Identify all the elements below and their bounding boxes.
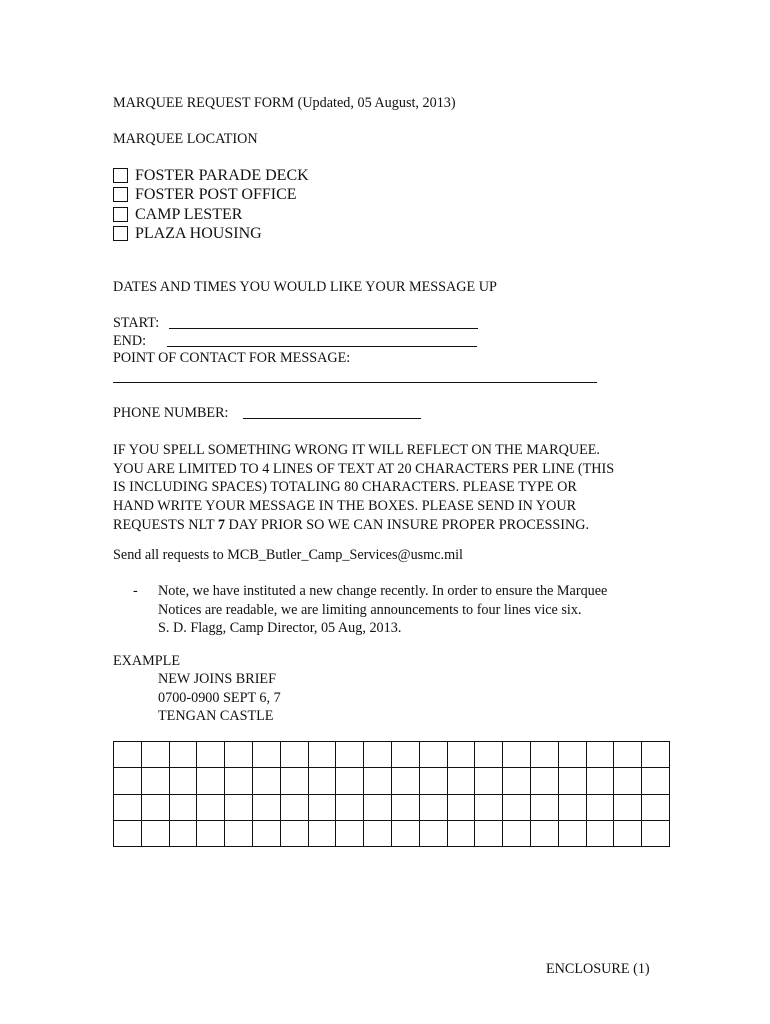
grid-cell[interactable] [614,742,642,768]
grid-cell[interactable] [225,768,253,794]
checkbox[interactable] [113,207,128,222]
grid-cell[interactable] [197,742,225,768]
grid-cell[interactable] [252,742,280,768]
start-input-line[interactable] [169,328,478,329]
grid-cell[interactable] [114,742,142,768]
grid-cell[interactable] [336,820,364,846]
grid-row [114,820,670,846]
grid-cell[interactable] [364,742,392,768]
instructions-line: IF YOU SPELL SOMETHING WRONG IT WILL REFLECT ON THE MARQUEE. [113,442,600,458]
grid-cell[interactable] [280,768,308,794]
grid-cell[interactable] [614,768,642,794]
grid-row [114,768,670,794]
grid-cell[interactable] [642,742,670,768]
instructions-text: DAY PRIOR SO WE CAN INSURE PROPER PROCESSING. [224,516,590,533]
grid-cell[interactable] [558,820,586,846]
grid-cell[interactable] [336,768,364,794]
grid-cell[interactable] [391,768,419,794]
location-label: CAMP LESTER [135,205,243,223]
grid-cell[interactable] [530,742,558,768]
grid-row [114,794,670,820]
grid-cell[interactable] [475,820,503,846]
instructions-line: IS INCLUDING SPACES) TOTALING 80 CHARACTERS. PLEASE TYPE OR [113,479,577,496]
location-option-camp-lester[interactable] [113,205,309,224]
location-heading: MARQUEE LOCATION [113,131,258,147]
grid-cell[interactable] [530,820,558,846]
grid-cell[interactable] [336,794,364,820]
example-heading: EXAMPLE [113,653,180,669]
grid-cell[interactable] [141,820,169,846]
grid-cell[interactable] [114,820,142,846]
grid-cell[interactable] [447,794,475,820]
poc-input-line[interactable] [113,382,597,383]
note-dash: - [133,583,138,599]
grid-cell[interactable] [308,768,336,794]
grid-cell[interactable] [141,742,169,768]
grid-cell[interactable] [225,794,253,820]
location-label: PLAZA HOUSING [135,225,262,243]
example-line: NEW JOINS BRIEF [158,671,276,687]
grid-cell[interactable] [391,820,419,846]
grid-cell[interactable] [642,820,670,846]
grid-cell[interactable] [586,768,614,794]
director-note [133,582,607,638]
grid-cell[interactable] [308,820,336,846]
grid-cell[interactable] [642,794,670,820]
grid-cell[interactable] [642,768,670,794]
instructions-line [113,516,673,535]
grid-cell[interactable] [197,820,225,846]
end-input-line[interactable] [167,346,477,347]
grid-cell[interactable] [586,820,614,846]
instructions-text: REQUESTS NLT [113,516,218,533]
message-character-grid [113,741,670,847]
send-to-line: Send all requests to MCB_Butler_Camp_Services@usmc.mil [113,547,463,563]
grid-cell[interactable] [336,742,364,768]
grid-cell[interactable] [197,768,225,794]
grid-cell[interactable] [419,820,447,846]
grid-cell[interactable] [503,794,531,820]
note-line: Notices are readable, we are limiting announcements to four lines vice six. [158,601,582,618]
grid-cell[interactable] [225,742,253,768]
grid-cell[interactable] [252,768,280,794]
grid-cell[interactable] [308,742,336,768]
note-line: S. D. Flagg, Camp Director, 05 Aug, 2013. [158,620,402,636]
instructions-paragraph [113,441,673,535]
example-message [158,670,281,726]
grid-cell[interactable] [280,742,308,768]
grid-cell[interactable] [503,768,531,794]
grid-cell[interactable] [503,742,531,768]
grid-cell[interactable] [447,820,475,846]
grid-cell[interactable] [114,768,142,794]
grid-cell[interactable] [169,768,197,794]
grid-cell[interactable] [225,820,253,846]
grid-cell[interactable] [419,768,447,794]
grid-cell[interactable] [252,794,280,820]
grid-cell[interactable] [447,742,475,768]
grid-cell[interactable] [141,794,169,820]
grid-cell[interactable] [558,794,586,820]
example-line: TENGAN CASTLE [158,708,274,724]
grid-cell[interactable] [364,794,392,820]
grid-cell[interactable] [558,768,586,794]
grid-cell[interactable] [169,794,197,820]
note-line: Note, we have instituted a new change recently. In order to ensure the Marquee [158,583,608,599]
grid-cell[interactable] [586,794,614,820]
grid-cell[interactable] [252,820,280,846]
grid-cell[interactable] [169,742,197,768]
grid-cell[interactable] [141,768,169,794]
grid-cell[interactable] [475,742,503,768]
instructions-line: YOU ARE LIMITED TO 4 LINES OF TEXT AT 20 CHARACTERS PER LINE (THIS [113,460,615,477]
phone-label: PHONE NUMBER: [113,405,229,421]
grid-cell[interactable] [530,768,558,794]
days-number: 7 [217,516,225,533]
poc-label: POINT OF CONTACT FOR MESSAGE: [113,350,351,366]
grid-cell[interactable] [280,820,308,846]
grid-cell[interactable] [364,768,392,794]
grid-cell[interactable] [114,794,142,820]
grid-cell[interactable] [530,794,558,820]
grid-cell[interactable] [169,820,197,846]
grid-cell[interactable] [197,794,225,820]
grid-cell[interactable] [475,794,503,820]
grid-cell[interactable] [364,820,392,846]
checkbox[interactable] [113,187,128,202]
phone-input-line[interactable] [243,418,421,419]
instructions-line: HAND WRITE YOUR MESSAGE IN THE BOXES. PLEASE SEND IN YOUR [113,498,577,515]
form-title: MARQUEE REQUEST FORM (Updated, 05 August, 2013) [113,95,456,111]
grid-cell[interactable] [558,742,586,768]
grid-cell[interactable] [586,742,614,768]
grid-cell[interactable] [614,794,642,820]
location-option-foster-parade-deck[interactable] [113,166,309,185]
location-checklist [113,166,309,243]
location-label: FOSTER PARADE DECK [135,167,309,185]
grid-cell[interactable] [475,768,503,794]
grid-cell[interactable] [503,820,531,846]
grid-cell[interactable] [391,794,419,820]
grid-cell[interactable] [614,820,642,846]
enclosure-label: ENCLOSURE (1) [546,961,650,977]
grid-cell[interactable] [391,742,419,768]
location-label: FOSTER POST OFFICE [135,186,297,204]
grid-cell[interactable] [280,794,308,820]
grid-row [114,742,670,768]
location-option-plaza-housing[interactable] [113,224,309,243]
example-line: 0700-0900 SEPT 6, 7 [158,689,281,706]
grid-cell[interactable] [419,794,447,820]
grid-cell[interactable] [447,768,475,794]
grid-cell[interactable] [419,742,447,768]
dates-heading: DATES AND TIMES YOU WOULD LIKE YOUR MESSAGE UP [113,279,497,295]
checkbox[interactable] [113,168,128,183]
end-label: END: [113,333,147,349]
checkbox[interactable] [113,226,128,241]
grid-cell[interactable] [308,794,336,820]
start-label: START: [113,315,160,331]
location-option-foster-post-office[interactable] [113,185,309,204]
